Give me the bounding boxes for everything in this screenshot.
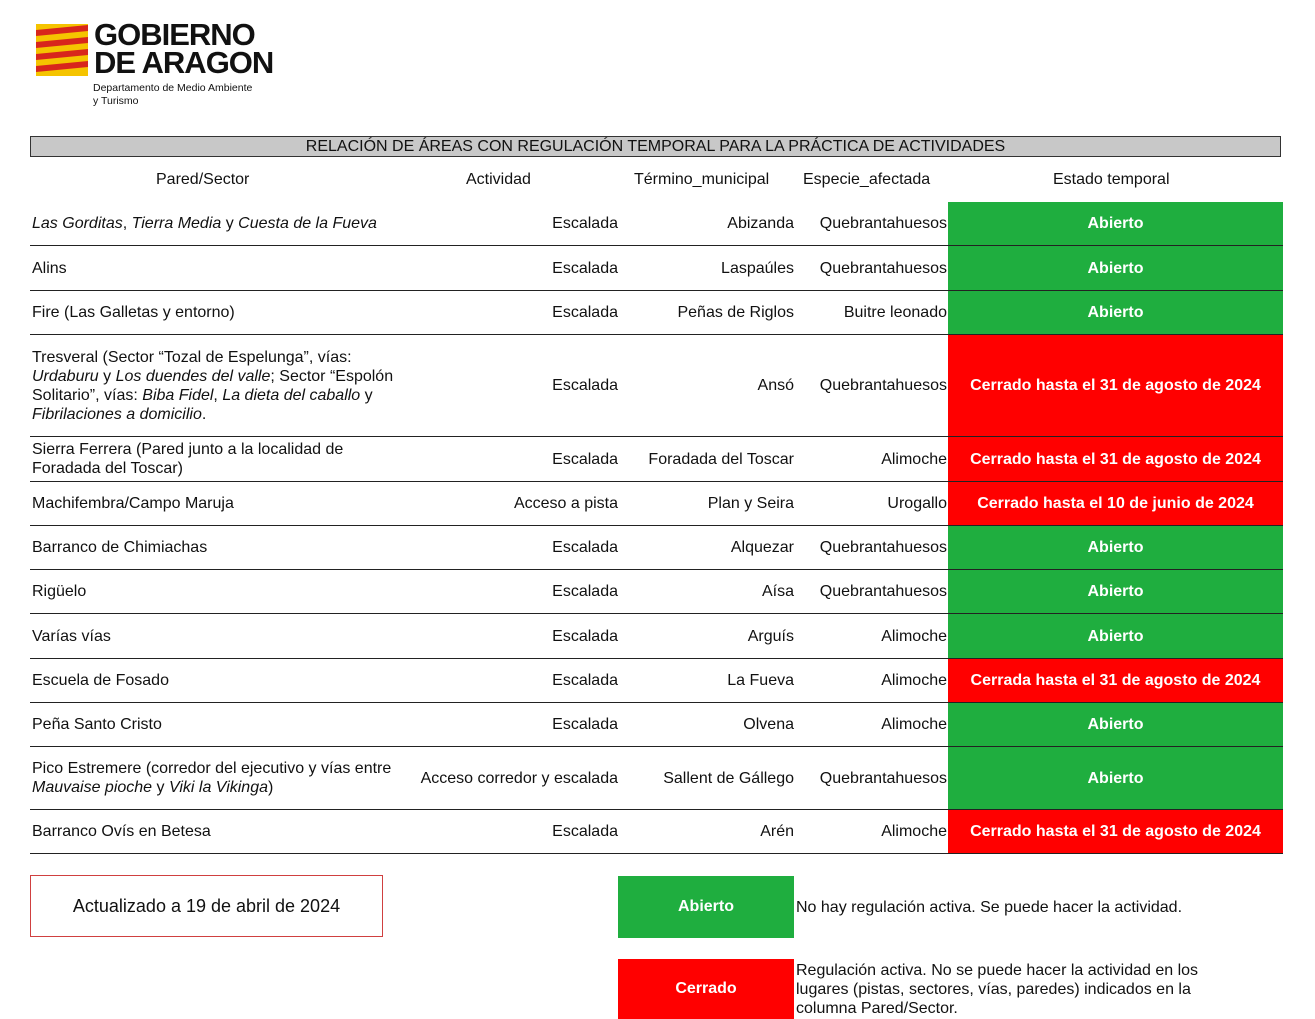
termino-cell: Peñas de Riglos xyxy=(677,304,794,321)
actividad-cell: Escalada xyxy=(552,823,618,840)
estado-cell: Abierto xyxy=(948,747,1283,809)
termino-cell: Laspaúles xyxy=(721,259,794,277)
estado-cell: Cerrado hasta el 10 de junio de 2024 xyxy=(948,482,1283,525)
pared-sector-cell: Escuela de Fosado xyxy=(32,672,169,689)
especie-cell: Alimoche xyxy=(881,716,947,733)
actividad-cell: Acceso a pista xyxy=(513,495,618,512)
legend-open-badge: Abierto xyxy=(618,876,794,938)
estado-cell: Abierto xyxy=(948,570,1283,613)
especie-cell: Alimoche xyxy=(881,823,947,840)
table-title: RELACIÓN DE ÁREAS CON REGULACIÓN TEMPORAL PARA LA PRÁCTICA DE ACTIVIDADES xyxy=(30,136,1281,157)
department-line-1: Departamento de Medio Ambiente xyxy=(93,82,253,94)
especie-cell: Quebrantahuesos xyxy=(819,769,947,787)
pared-sector-cell: Tresveral (Sector “Tozal de Espelunga”, vías: Urdaburu y Los duendes del valle; Sector “Espolón Solitario”, vías: Biba Fidel, La dieta del caballo y Fibrilaciones a domicilio. xyxy=(32,348,394,423)
actividad-cell: Escalada xyxy=(552,583,618,600)
column-header-pared-sector: Pared/Sector xyxy=(156,171,250,188)
termino-cell: Arén xyxy=(760,823,794,840)
estado-cell: Cerrado hasta el 31 de agosto de 2024 xyxy=(948,437,1283,481)
especie-cell: Urogallo xyxy=(887,495,947,512)
especie-cell: Quebrantahuesos xyxy=(819,583,947,600)
table-row xyxy=(30,703,1283,747)
table-row xyxy=(30,810,1283,854)
actividad-cell: Escalada xyxy=(552,627,618,645)
estado-cell: Abierto xyxy=(948,703,1283,746)
actividad-cell: Escalada xyxy=(552,304,618,321)
table-row xyxy=(30,526,1283,570)
termino-cell: Arguís xyxy=(747,627,794,645)
estado-cell: Cerrado hasta el 31 de agosto de 2024 xyxy=(948,335,1283,436)
actividad-cell: Escalada xyxy=(552,672,618,689)
pared-sector-cell: Pico Estremere (corredor del ejecutivo y vías entre Mauvaise pioche y Viki la Vikinga) xyxy=(32,760,392,796)
table-row xyxy=(30,202,1283,246)
actividad-cell: Escalada xyxy=(552,450,618,468)
column-header-termino: Término_municipal xyxy=(634,171,770,188)
brand-line-2: DE ARAGON xyxy=(94,45,274,80)
legend-closed-badge: Cerrado xyxy=(618,959,794,1019)
actividad-cell: Escalada xyxy=(552,377,618,394)
legend-closed-description: Regulación activa. No se puede hacer la actividad en los lugares (pistas, sectores, vías, paredes) indicados en la columna Pared/Sector. xyxy=(796,962,1199,1017)
pared-sector-cell: Barranco de Chimiachas xyxy=(32,539,208,556)
especie-cell: Alimoche xyxy=(881,672,947,689)
table-row xyxy=(30,482,1283,526)
table-row xyxy=(30,747,1283,810)
actividad-cell: Escalada xyxy=(552,215,618,232)
termino-cell: Aísa xyxy=(761,583,794,600)
estado-cell: Abierto xyxy=(948,614,1283,658)
pared-sector-cell: Machifembra/Campo Maruja xyxy=(32,495,234,512)
table-row xyxy=(30,437,1283,482)
pared-sector-cell: Las Gorditas, Tierra Media y Cuesta de la Fueva xyxy=(32,215,377,232)
termino-cell: Olvena xyxy=(743,716,794,733)
termino-cell: La Fueva xyxy=(727,672,794,689)
termino-cell: Foradada del Toscar xyxy=(648,450,794,468)
especie-cell: Quebrantahuesos xyxy=(819,539,947,556)
actividad-cell: Escalada xyxy=(552,716,618,733)
actividad-cell: Escalada xyxy=(552,259,618,277)
termino-cell: Alquezar xyxy=(730,539,794,556)
actividad-cell: Escalada xyxy=(552,539,618,556)
table-row xyxy=(30,335,1283,437)
pared-sector-cell: Varías vías xyxy=(32,627,111,645)
pared-sector-cell: Barranco Ovís en Betesa xyxy=(32,823,211,840)
table-row xyxy=(30,246,1283,291)
especie-cell: Alimoche xyxy=(881,450,947,468)
especie-cell: Alimoche xyxy=(881,627,947,645)
termino-cell: Abizanda xyxy=(727,215,794,232)
pared-sector-cell: Fire (Las Galletas y entorno) xyxy=(32,304,235,321)
pared-sector-cell: Sierra Ferrera (Pared junto a la localidad de Foradada del Toscar) xyxy=(32,441,344,477)
estado-cell: Abierto xyxy=(948,202,1283,245)
pared-sector-cell: Alins xyxy=(32,259,67,277)
column-header-estado: Estado temporal xyxy=(1053,171,1170,188)
actividad-cell: Acceso corredor y escalada xyxy=(420,769,618,787)
termino-cell: Sallent de Gállego xyxy=(663,769,794,787)
pared-sector-cell: Peña Santo Cristo xyxy=(32,716,162,733)
table-row xyxy=(30,570,1283,614)
table-row xyxy=(30,659,1283,703)
especie-cell: Quebrantahuesos xyxy=(819,259,947,277)
table-row xyxy=(30,614,1283,659)
termino-cell: Ansó xyxy=(757,377,794,394)
department-line-2: y Turismo xyxy=(93,95,139,107)
especie-cell: Quebrantahuesos xyxy=(819,377,947,394)
estado-cell: Abierto xyxy=(948,526,1283,569)
table-row xyxy=(30,291,1283,335)
estado-cell: Cerrada hasta el 31 de agosto de 2024 xyxy=(948,659,1283,702)
pared-sector-cell: Rigüelo xyxy=(32,583,87,600)
especie-cell: Buitre leonado xyxy=(843,304,947,321)
especie-cell: Quebrantahuesos xyxy=(819,215,947,232)
estado-cell: Abierto xyxy=(948,291,1283,334)
brand-line-1: GOBIERNO xyxy=(94,17,255,52)
column-header-actividad: Actividad xyxy=(466,171,531,188)
estado-cell: Cerrado hasta el 31 de agosto de 2024 xyxy=(948,810,1283,853)
column-header-especie: Especie_afectada xyxy=(803,171,931,188)
aragon-flag-icon xyxy=(36,24,88,76)
updated-date-box: Actualizado a 19 de abril de 2024 xyxy=(30,875,383,937)
legend-open-description: No hay regulación activa. Se puede hacer la actividad. xyxy=(796,899,1183,916)
termino-cell: Plan y Seira xyxy=(707,495,794,512)
estado-cell: Abierto xyxy=(948,246,1283,290)
